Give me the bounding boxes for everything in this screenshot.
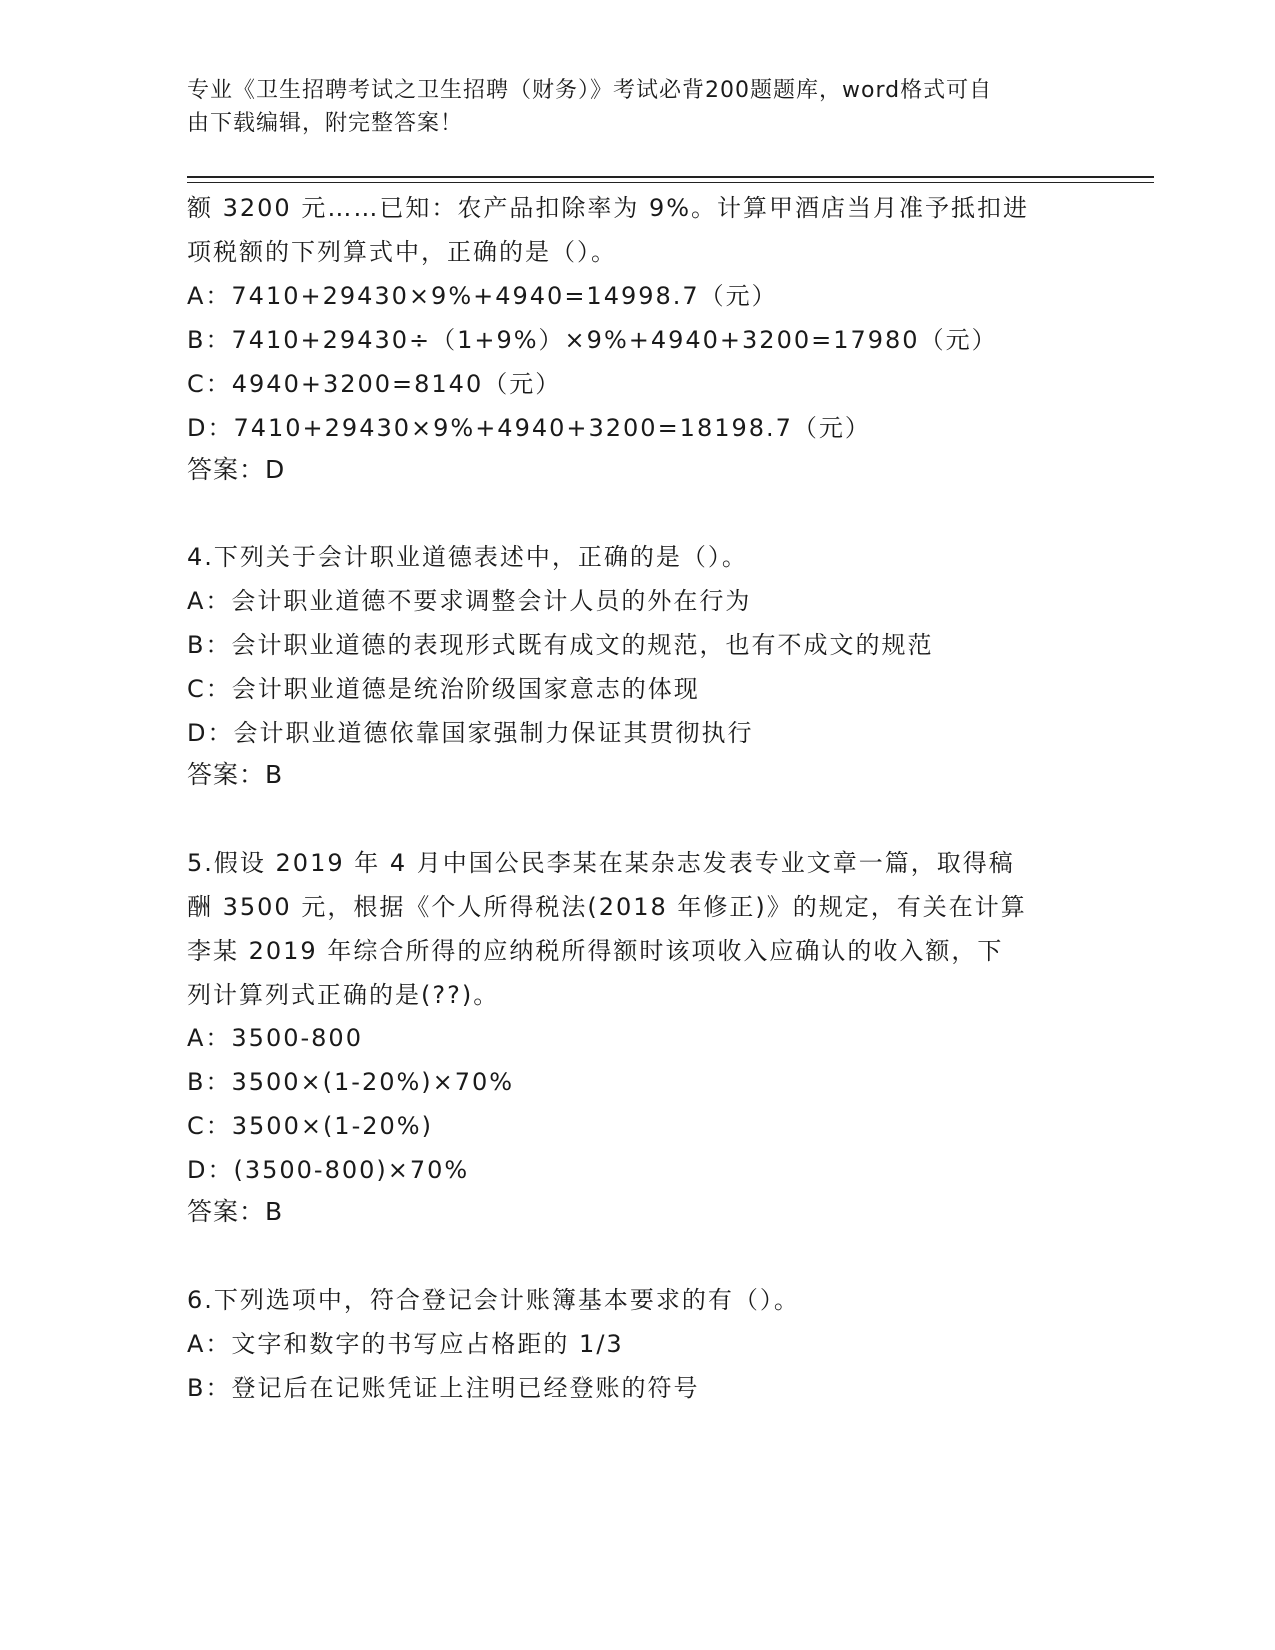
header-line-2: 由下载编辑，附完整答案！ <box>187 111 464 136</box>
q5-text-line-1: 5.假设 2019 年 4 月中国公民李某在某杂志发表专业文章一篇，取得稿 <box>187 849 1015 877</box>
q6-option-b: B：登记后在记账凭证上注明已经登账的符号 <box>187 1374 700 1402</box>
q6-text-line-1: 6.下列选项中，符合登记会计账簿基本要求的有（）。 <box>187 1286 800 1314</box>
q3-text-line-1: 额 3200 元……已知：农产品扣除率为 9%。计算甲酒店当月准予抵扣进 <box>187 194 1030 222</box>
q4-option-c: C：会计职业道德是统治阶级国家意志的体现 <box>187 675 700 703</box>
header-rule-thick <box>187 176 1154 178</box>
q4-answer: 答案：B <box>187 760 284 789</box>
header-rule-thin <box>187 182 1154 183</box>
q6-option-a: A：文字和数字的书写应占格距的 1/3 <box>187 1330 624 1358</box>
q4-option-a: A：会计职业道德不要求调整会计人员的外在行为 <box>187 587 752 615</box>
q3-option-b: B：7410+29430÷（1+9%）×9%+4940+3200=17980（元） <box>187 326 998 354</box>
q5-option-d: D：(3500-800)×70% <box>187 1156 470 1184</box>
q3-option-a: A：7410+29430×9%+4940=14998.7（元） <box>187 282 778 310</box>
q4-text-line-1: 4.下列关于会计职业道德表述中，正确的是（）。 <box>187 543 748 571</box>
q5-option-a: A：3500-800 <box>187 1024 363 1052</box>
q3-answer: 答案：D <box>187 455 286 484</box>
q5-option-b: B：3500×(1-20%)×70% <box>187 1068 515 1096</box>
q3-option-c: C：4940+3200=8140（元） <box>187 370 562 398</box>
q4-option-d: D：会计职业道德依靠国家强制力保证其贯彻执行 <box>187 719 754 747</box>
q5-text-line-4: 列计算列式正确的是(??)。 <box>187 981 500 1009</box>
document-header <box>187 74 1087 140</box>
header-line-1: 专业《卫生招聘考试之卫生招聘（财务）》考试必背200题题库，word格式可自 <box>187 78 993 103</box>
q5-text-line-3: 李某 2019 年综合所得的应纳税所得额时该项收入应确认的收入额，下 <box>187 937 1004 965</box>
q5-option-c: C：3500×(1-20%) <box>187 1112 433 1140</box>
q5-answer: 答案：B <box>187 1197 284 1226</box>
q5-text-line-2: 酬 3500 元，根据《个人所得税法(2018 年修正)》的规定，有关在计算 <box>187 893 1027 921</box>
q4-option-b: B：会计职业道德的表现形式既有成文的规范，也有不成文的规范 <box>187 631 934 659</box>
q3-text-line-2: 项税额的下列算式中，正确的是（）。 <box>187 238 617 266</box>
q3-option-d: D：7410+29430×9%+4940+3200=18198.7（元） <box>187 414 871 442</box>
